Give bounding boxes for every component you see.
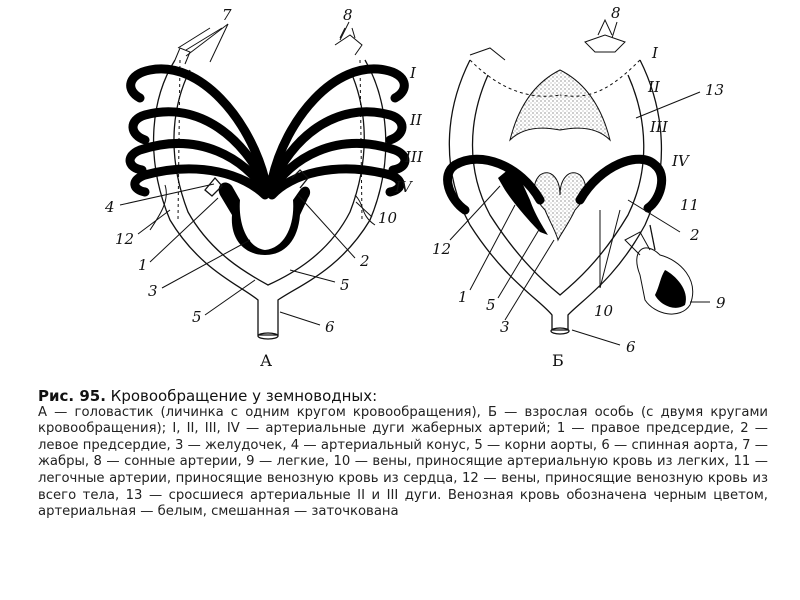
label-a-IV: IV [395, 178, 412, 196]
label-b-1: 1 [458, 288, 468, 306]
label-b-II: II [648, 78, 660, 96]
label-a-2: 2 [360, 252, 370, 270]
caption-fig-number: Рис. 95. [38, 387, 106, 405]
label-a-8: 8 [343, 6, 353, 24]
panel-b-label: Б [552, 351, 564, 370]
label-b-2: 2 [690, 226, 700, 244]
caption-title [38, 388, 768, 405]
label-a-I: I [410, 64, 416, 82]
label-b-8: 8 [611, 4, 621, 22]
figure-caption [38, 388, 768, 521]
label-b-5: 5 [486, 296, 496, 314]
panel-b-drawing [448, 20, 693, 334]
label-b-11: 11 [680, 196, 700, 214]
label-b-9: 9 [716, 294, 726, 312]
label-a-1: 1 [138, 256, 148, 274]
label-b-10: 10 [594, 302, 614, 320]
label-b-6: 6 [626, 338, 636, 356]
label-b-12: 12 [432, 240, 452, 258]
label-a-7: 7 [222, 6, 232, 24]
label-a-12: 12 [115, 230, 135, 248]
label-b-I: I [652, 44, 658, 62]
label-a-4: 4 [105, 198, 115, 216]
label-a-III: III [405, 148, 423, 166]
panel-a-label: А [260, 351, 273, 370]
label-b-IV: IV [672, 152, 689, 170]
label-a-5-left: 5 [192, 308, 202, 326]
label-a-II: II [410, 111, 422, 129]
caption-fig-title: Кровообращение у земноводных: [110, 387, 378, 405]
label-b-III: III [650, 118, 668, 136]
label-a-10: 10 [378, 209, 398, 227]
label-b-13: 13 [705, 81, 725, 99]
label-b-3: 3 [500, 318, 510, 336]
caption-body: А — головастик (личинка с одним кругом кровообращения), Б — взрослая особь (с двумя кругами кровообращения); I, II, III, IV — артериальные дуги жаберных артерий; 1 — правое предсердие, 2 — левое предсердие, 3 — желудочек, 4 — артериальный конус, 5 — корни аорты, 6 — спинная аорта, 7 — жабры, 8 — сонные артерии, 9 — легкие, 10 — вены, приносящие артериальную кровь из легких, 11 — легочные артерии, приносящие венозную кровь из сердца, 12 — вены, приносящие венозную кровь из всего тела, 13 — сросшиеся артериальные II и III дуги. Венозная кровь обозначена черным цветом, артериальная — белым, смешанная — заточкована [38, 404, 768, 520]
panel-a-drawing [130, 28, 405, 339]
label-a-3: 3 [148, 282, 158, 300]
label-a-5-right: 5 [340, 276, 350, 294]
label-a-6: 6 [325, 318, 335, 336]
